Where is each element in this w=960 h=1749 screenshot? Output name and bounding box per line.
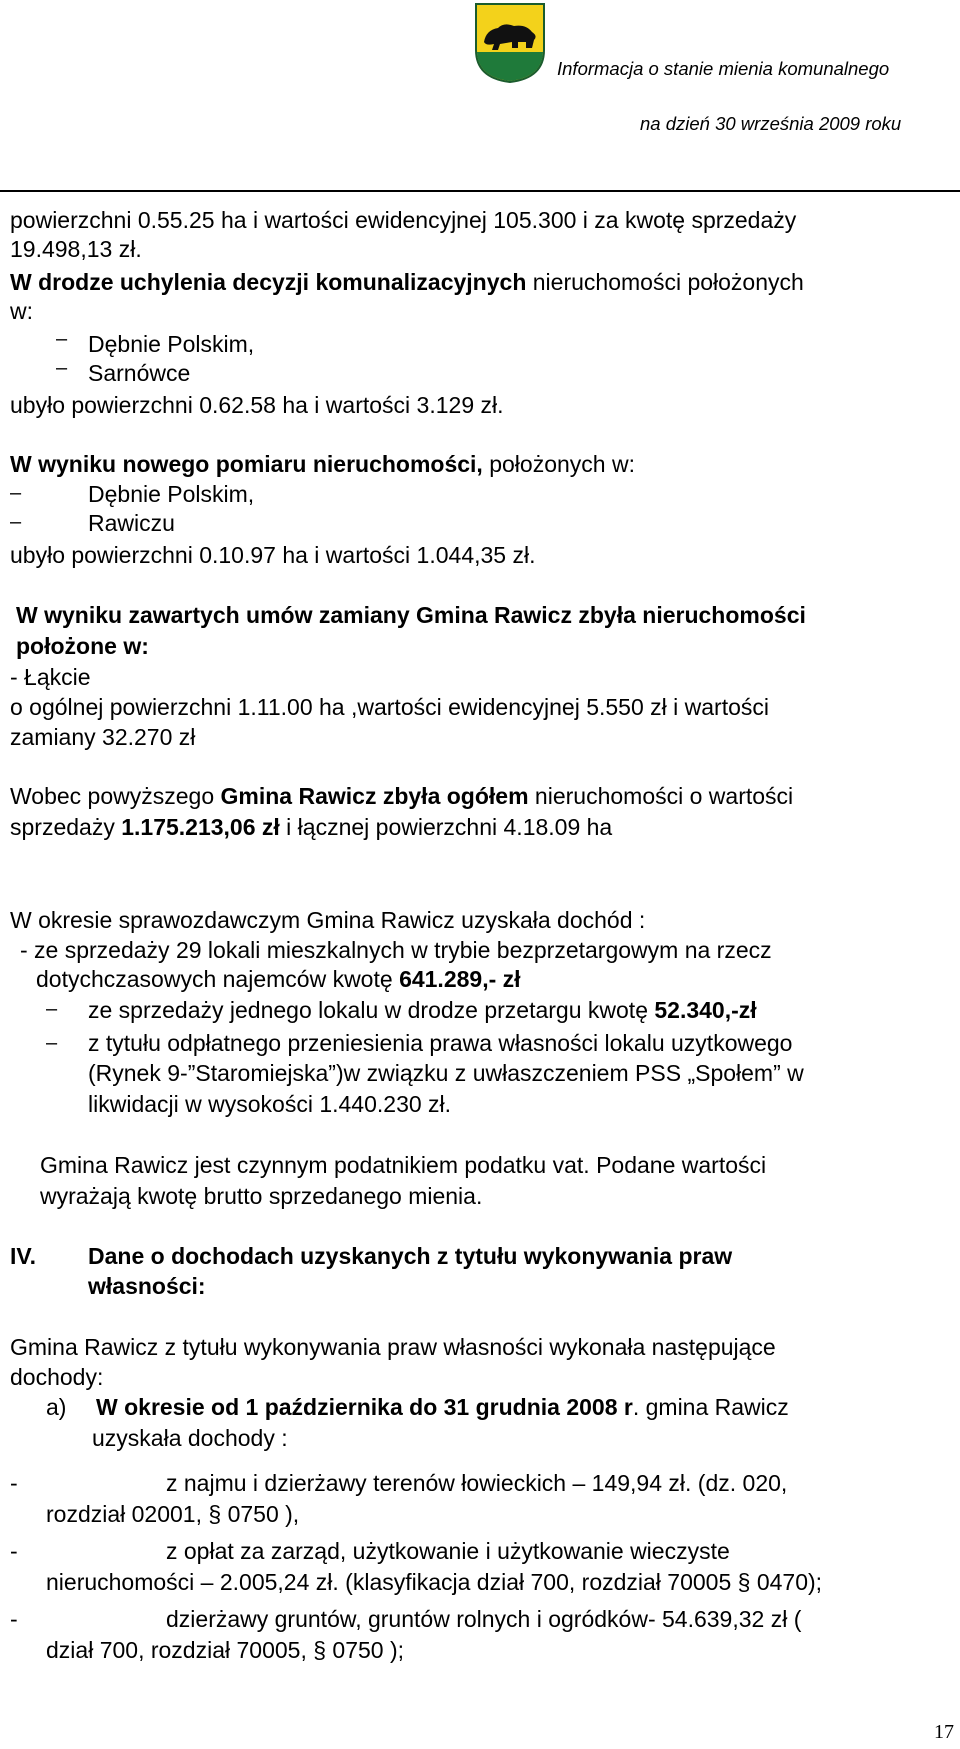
paragraph-line: wyrażają kwotę brutto sprzedanego mienia.: [40, 1183, 483, 1209]
bold-phrase: W okresie od 1 października do 31 grudnia 2008 r: [96, 1394, 633, 1420]
paragraph-line: [10, 782, 793, 811]
paragraph-line: powierzchni 0.55.25 ha i wartości ewidencyjnej 105.300 i za kwotę sprzedaży: [10, 207, 797, 233]
income-dash: -: [10, 1470, 18, 1496]
text-run: nieruchomości o wartości: [528, 783, 794, 809]
paragraph-line: W okresie sprawozdawczym Gmina Rawicz uzyskała dochód :: [10, 907, 646, 933]
header-title: Informacja o stanie mienia komunalnego: [557, 58, 890, 79]
paragraph-line: [10, 813, 612, 842]
income-item-continued: rozdział 02001, § 0750 ),: [46, 1501, 300, 1527]
text-run: sprzedaży: [10, 814, 122, 840]
list-item: [88, 996, 757, 1025]
coat-of-arms-logo: [474, 2, 546, 83]
paragraph-line: 19.498,13 zł.: [10, 236, 142, 262]
section-heading: Dane o dochodach uzyskanych z tytułu wykonywania praw: [88, 1243, 733, 1269]
bold-amount: 641.289,- zł: [399, 966, 521, 992]
list-dash: –: [56, 328, 68, 350]
income-dash: -: [10, 1538, 18, 1564]
page-number: 17: [934, 1721, 954, 1743]
income-item-continued: nieruchomości – 2.005,24 zł. (klasyfikacja dział 700, rozdział 70005 § 0470);: [46, 1569, 823, 1595]
list-item: Sarnówce: [88, 360, 191, 386]
list-item-continued: likwidacji w wysokości 1.440.230 zł.: [88, 1091, 452, 1117]
list-dash: –: [56, 357, 68, 379]
paragraph-line: - ze sprzedaży 29 lokali mieszkalnych w trybie bezprzetargowym na rzecz: [20, 937, 772, 963]
paragraph-line: w:: [10, 298, 33, 324]
paragraph-line: ubyło powierzchni 0.62.58 ha i wartości 3.129 zł.: [10, 392, 504, 418]
text-run: ze sprzedaży jednego lokalu w drodze przetargu kwotę: [88, 997, 655, 1023]
paragraph-line: W wyniku zawartych umów zamiany Gmina Rawicz zbyła nieruchomości: [16, 602, 806, 628]
bold-phrase: Gmina Rawicz zbyła ogółem: [220, 783, 529, 809]
paragraph-line: ubyło powierzchni 0.10.97 ha i wartości 1.044,35 zł.: [10, 542, 536, 568]
list-item-continued: uzyskała dochody :: [92, 1425, 288, 1451]
text-run: Wobec powyższego: [10, 783, 221, 809]
income-item: dzierżawy gruntów, gruntów rolnych i ogródków- 54.639,32 zł (: [166, 1606, 802, 1632]
header-date: na dzień 30 września 2009 roku: [640, 113, 902, 134]
section-heading-continued: własności:: [88, 1273, 206, 1299]
paragraph-line: [10, 268, 804, 297]
income-item: z najmu i dzierżawy terenów łowieckich – 149,94 zł. (dz. 020,: [166, 1470, 788, 1496]
section-number: IV.: [10, 1243, 37, 1269]
paragraph-line: zamiany 32.270 zł: [10, 724, 196, 750]
list-item: Rawiczu: [88, 510, 175, 536]
text-run: . gmina Rawicz: [632, 1394, 789, 1420]
text-run: i łącznej powierzchni 4.18.09 ha: [279, 814, 613, 840]
list-item: Dębnie Polskim,: [88, 481, 255, 507]
bold-phrase: W wyniku nowego pomiaru nieruchomości,: [10, 451, 483, 477]
bold-amount: 52.340,-zł: [654, 997, 757, 1023]
list-item: z tytułu odpłatnego przeniesienia prawa własności lokalu uzytkowego: [88, 1030, 793, 1056]
list-item-continued: (Rynek 9-”Staromiejska”)w związku z uwłaszczeniem PSS „Społem” w: [88, 1060, 804, 1086]
income-item-continued: dział 700, rozdział 70005, § 0750 );: [46, 1637, 405, 1663]
list-dash: –: [10, 511, 22, 533]
text-run: dotychczasowych najemców kwotę: [36, 966, 400, 992]
income-dash: -: [10, 1606, 18, 1632]
header-rule: [0, 190, 960, 192]
text-run: położonych w:: [482, 451, 635, 477]
paragraph-line: Gmina Rawicz jest czynnym podatnikiem podatku vat. Podane wartości: [40, 1152, 767, 1178]
income-item: z opłat za zarząd, użytkowanie i użytkowanie wieczyste: [166, 1538, 730, 1564]
paragraph-line: - Łąkcie: [10, 664, 91, 690]
list-dash: –: [46, 998, 58, 1020]
list-dash: –: [10, 482, 22, 504]
list-dash: –: [46, 1032, 58, 1054]
paragraph-line: dochody:: [10, 1364, 104, 1390]
text-run: nieruchomości położonych: [526, 269, 804, 295]
bold-phrase: W drodze uchylenia decyzji komunalizacyjnych: [10, 269, 527, 295]
list-label: a): [46, 1394, 67, 1420]
paragraph-line: Gmina Rawicz z tytułu wykonywania praw własności wykonała następujące: [10, 1334, 776, 1360]
list-item: [96, 1393, 789, 1422]
paragraph-line: położone w:: [16, 633, 149, 659]
paragraph-line: o ogólnej powierzchni 1.11.00 ha ,wartości ewidencyjnej 5.550 zł i wartości: [10, 694, 769, 720]
paragraph-line: [36, 965, 521, 994]
paragraph-line: [10, 450, 635, 479]
list-item: Dębnie Polskim,: [88, 331, 255, 357]
bold-amount: 1.175.213,06 zł: [121, 814, 280, 840]
